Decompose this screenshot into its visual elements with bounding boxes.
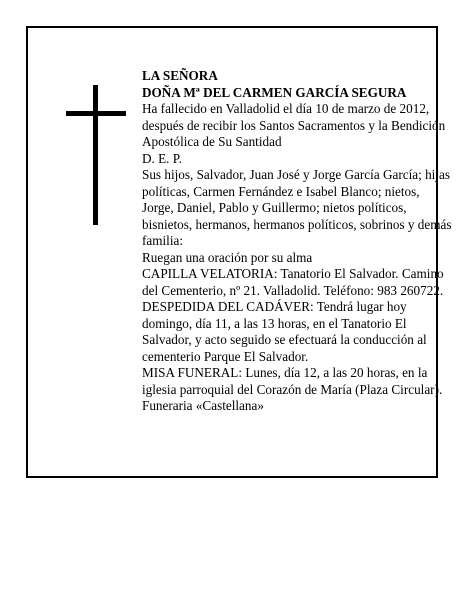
farewell-label: DESPEDIDA DEL CADÁVER: (142, 299, 314, 314)
mass-text: Lunes, día 12, a las 20 horas, en la iglesia parroquial del Corazón de María (Plaza Circular). (142, 365, 443, 397)
mass-label: MISA FUNERAL: (142, 365, 243, 380)
farewell-text: Tendrá lugar hoy domingo, día 11, a las 13 horas, en el Tanatorio El Salvador, y acto seguido se efectuará la conducción al cementerio Parque El Salvador. (142, 299, 427, 364)
family-paragraph: Sus hijos, Salvador, Juan José y Jorge García García; hijas políticas, Carmen Fernández e Isabel Blanco; nietos, Jorge, Daniel, Pablo y Guillermo; nietos políticos, bisnietos, hermanos, hermanos políticos, sobrinos y demás familia: (142, 167, 452, 248)
chapel-label: CAPILLA VELATORIA: (142, 266, 278, 281)
prayer-request: Ruegan una oración por su alma (142, 249, 313, 265)
mass-paragraph (142, 365, 452, 398)
deceased-name: DOÑA Mª DEL CARMEN GARCÍA SEGURA (142, 84, 407, 100)
chapel-paragraph (142, 266, 452, 299)
funeral-home: Funeraria «Castellana» (142, 398, 264, 413)
cross-icon-bar (66, 111, 126, 116)
dep-line: D. E. P. (142, 150, 182, 166)
title-line-1: LA SEÑORA (142, 68, 218, 83)
obituary-text (142, 68, 452, 415)
death-paragraph: Ha fallecido en Valladolid el día 10 de marzo de 2012, después de recibir los Santos Sacramentos y la Bendición Apostólica de Su Santidad (142, 101, 446, 149)
farewell-paragraph (142, 299, 452, 365)
obituary-notice (26, 26, 452, 478)
chapel-text: Tanatorio El Salvador. Camino del Cementerio, nº 21. Valladolid. Teléfono: 983 260722. (142, 266, 444, 298)
cross-icon (93, 85, 98, 225)
